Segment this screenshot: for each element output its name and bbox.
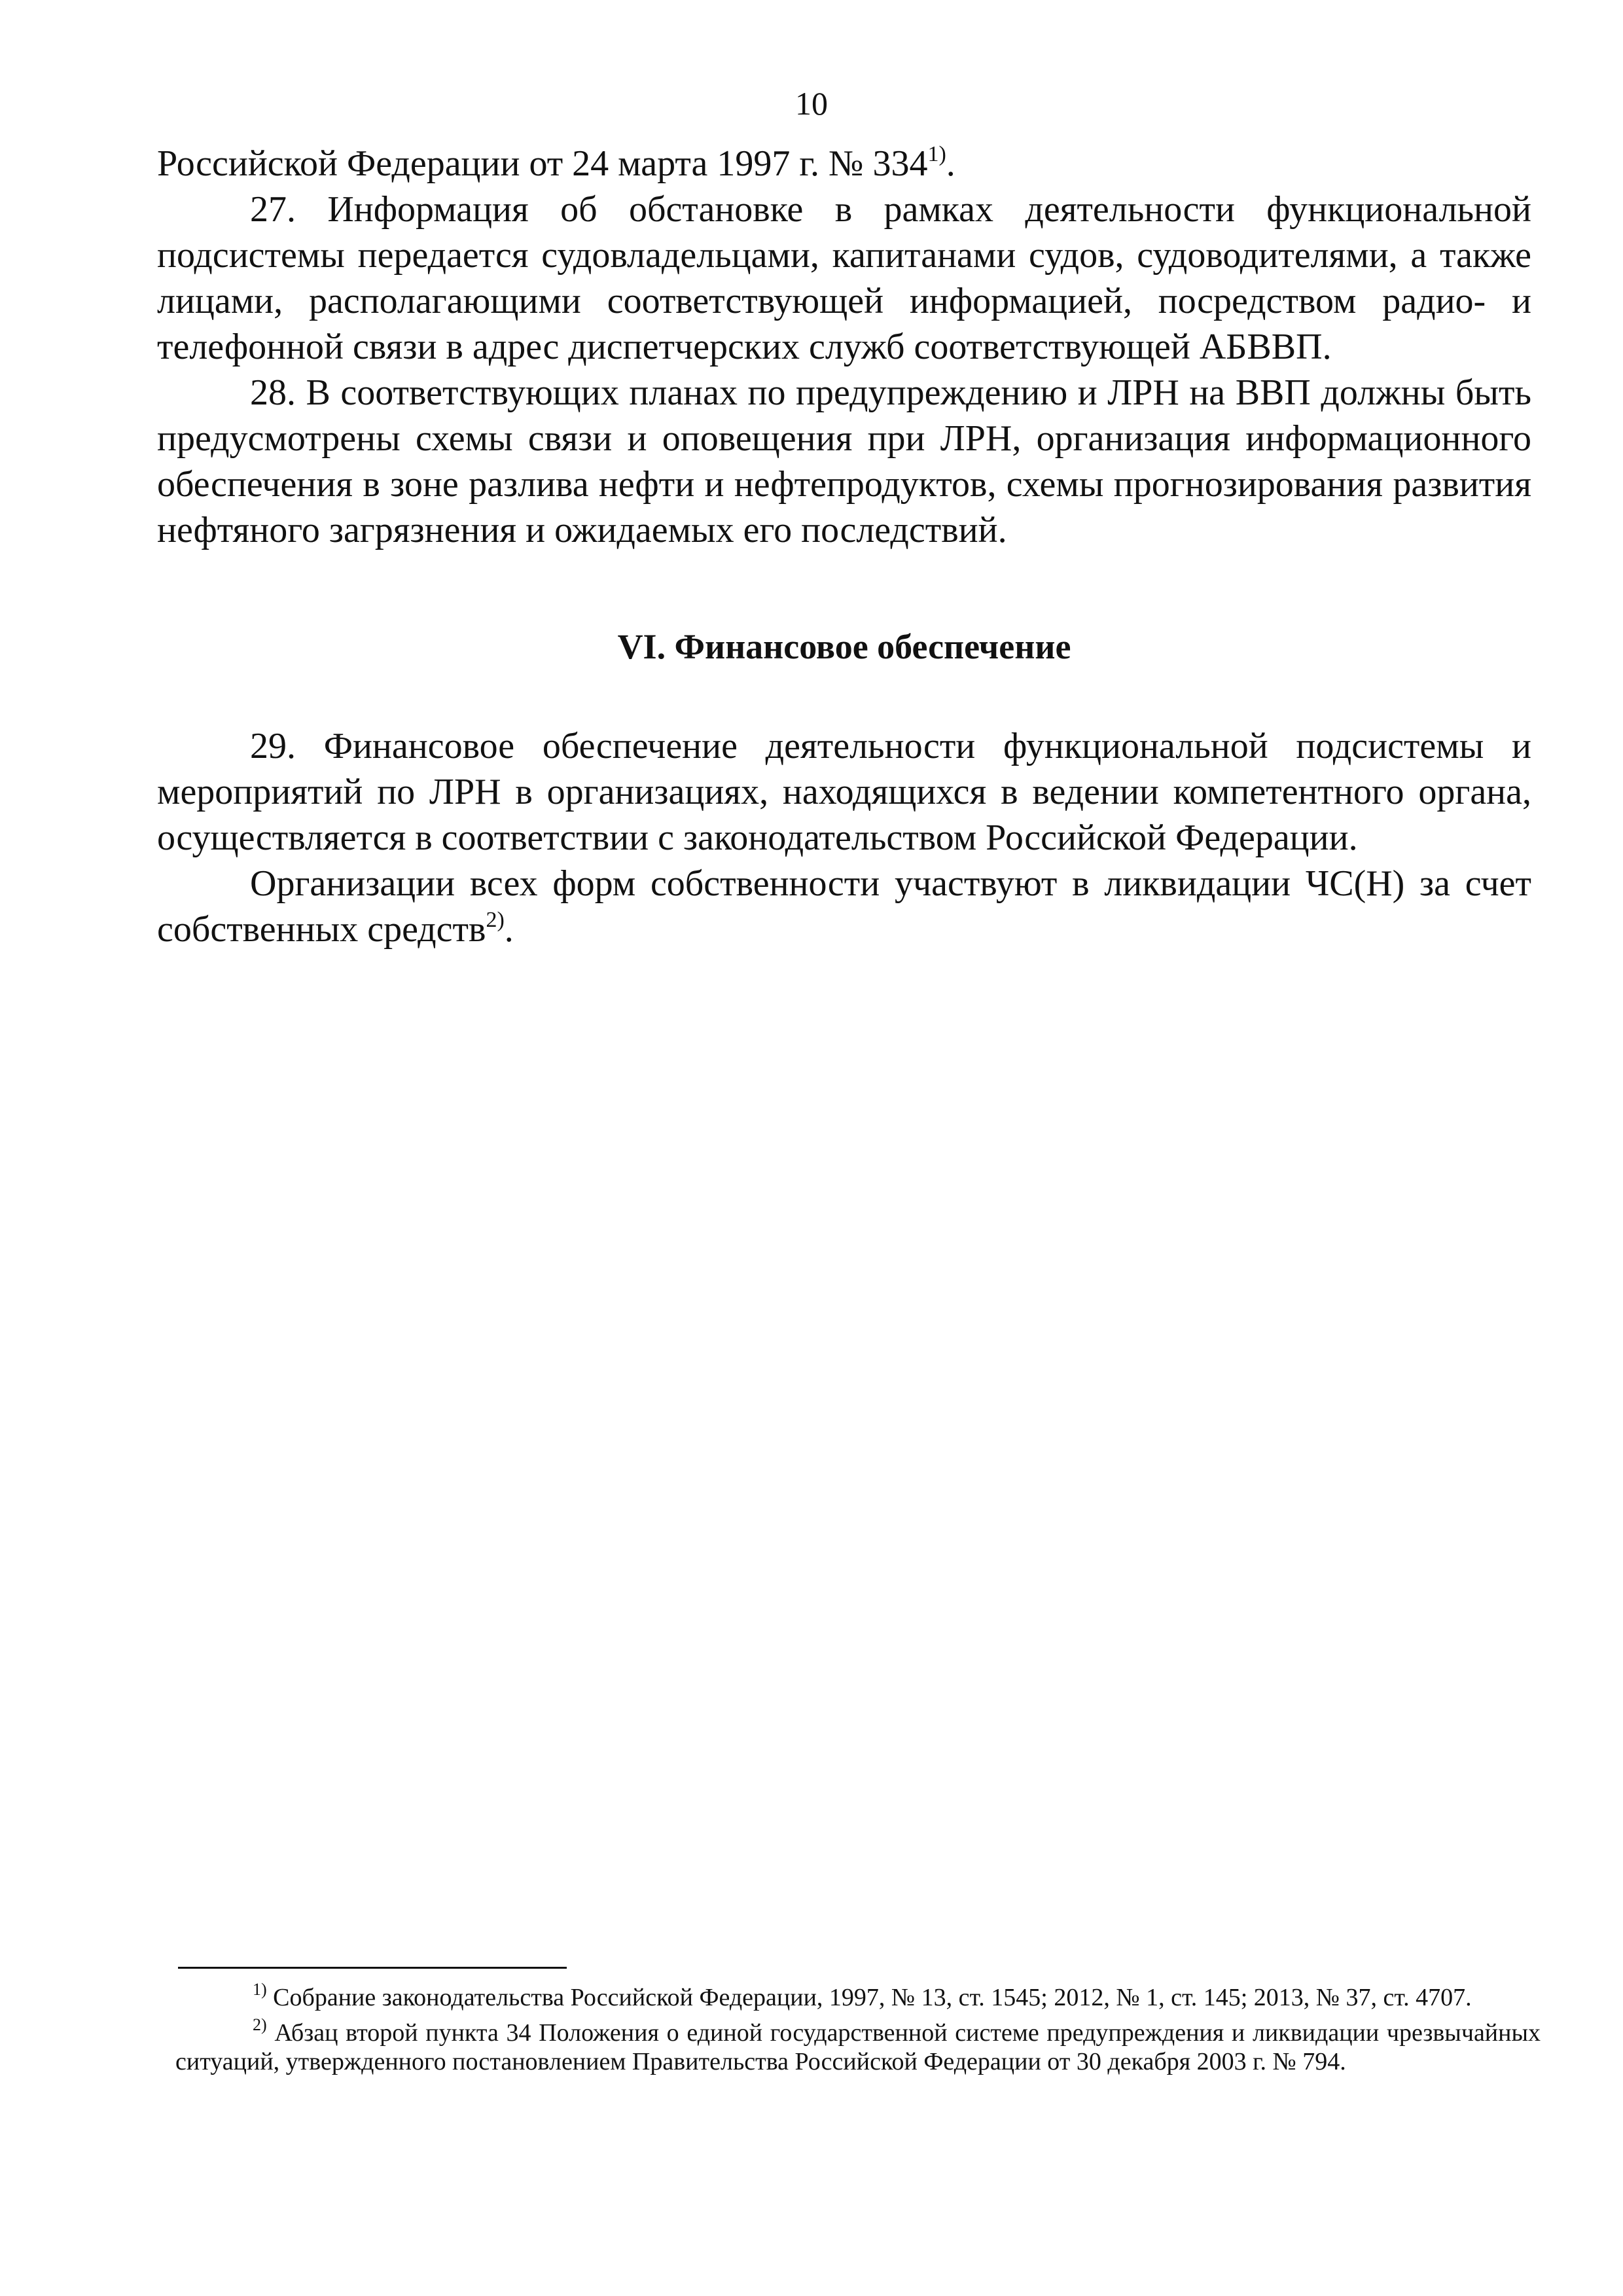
footnote-1-text: Собрание законодательства Российской Федерации, 1997, № 13, ст. 1545; 2012, № 1, ст. 145; 2013, № 37, ст. 4707.	[273, 1984, 1472, 2011]
paragraph-29-second	[157, 861, 1531, 952]
footnote-2	[175, 2015, 1541, 2076]
footnote-2-marker: 2)	[253, 2015, 267, 2034]
footnote-2-text: Абзац второй пункта 34 Положения о единой государственной системе предупреждения и ликвидации чрезвычайных ситуаций, утвержденного постановлением Правительства Российской Федерации от 30 декабря 2003 г. № 794.	[175, 2019, 1541, 2075]
paragraph-continuation-tail: .	[946, 143, 955, 184]
footnote-1-marker: 1)	[253, 1980, 267, 1999]
footnote-ref-2: 2)	[486, 908, 505, 932]
page-number: 10	[795, 85, 828, 122]
paragraph-28: 28. В соответствующих планах по предупреждению и ЛРН на ВВП должны быть предусмотрены схемы связи и оповещения при ЛРН, организация информационного обеспечения в зоне разлива нефти и нефтепродуктов, схемы прогнозирования развития нефтяного загрязнения и ожидаемых его последствий.	[157, 372, 1531, 550]
paragraph-continuation-text: Российской Федерации от 24 марта 1997 г. № 334	[157, 143, 928, 184]
paragraph-27: 27. Информация об обстановке в рамках деятельности функциональной подсистемы передается судовладельцами, капитанами судов, судоводителями, а также лицами, располагающими соответствующей информацией, посредством радио- и телефонной связи в адрес диспетчерских служб соответствующей АБВВП.	[157, 189, 1531, 367]
footnote-ref-1: 1)	[927, 142, 946, 166]
footnote-1	[175, 1980, 1541, 2012]
paragraph-29-second-tail: .	[504, 909, 514, 950]
section-heading: VI. Финансовое обеспечение	[617, 627, 1071, 666]
document-body	[157, 141, 1531, 952]
paragraph-continuation	[157, 141, 1531, 187]
footnote-separator	[178, 1967, 567, 1969]
paragraph-29-second-text: Организации всех форм собственности участвуют в ликвидации ЧС(Н) за счет собственных средств	[157, 863, 1531, 950]
footnotes	[175, 1980, 1541, 2076]
paragraph-29: 29. Финансовое обеспечение деятельности функциональной подсистемы и мероприятий по ЛРН в организациях, находящихся в ведении компетентного органа, осуществляется в соответствии с законодательством Российской Федерации.	[157, 726, 1531, 858]
